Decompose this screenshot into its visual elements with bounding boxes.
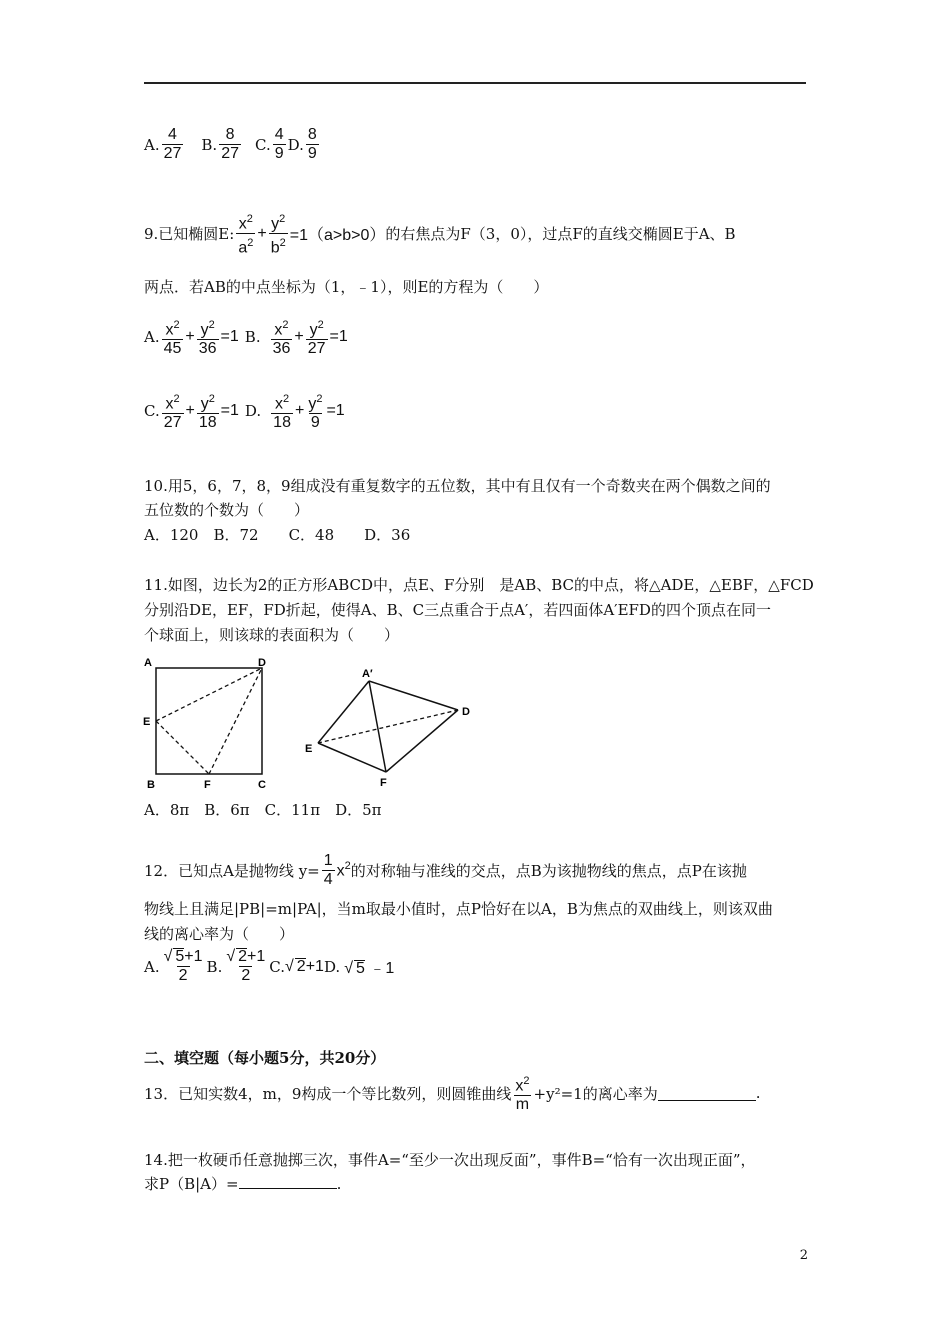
dashed-fd [209,668,262,774]
q8-option-b-fraction: $\frac{8}{27}$ [221,126,239,162]
q8-option-d-fraction: $\frac{8}{9}$ [307,126,317,162]
q10-options: A．120 B．72 C．48 D．36 [144,526,411,544]
square-outline [156,668,262,774]
q12-options: A. $\frac{√ 5+1}{2}$ B. $\frac{√ 2+1}{2}$ C. √ 2+1 D. √ 5 ﹣1 [144,948,395,984]
label-e: E [305,743,313,755]
label-e: E [143,716,151,728]
q12-stem-line2: 物线上且满足|PB|=m|PA|，当m取最小值时，点P恰好在以A，B为焦点的双曲线上，则该双曲 [144,900,773,918]
q13-x-over-m-fraction: $\frac{x^2}{m}$ [515,1075,530,1114]
q8-option-c-fraction: $\frac{4}{9}$ [274,126,284,162]
q9-y-over-b-fraction: $\frac{y^2}{b^2}$ [270,213,286,257]
q9-options-ab: A. $\frac{x^2}{45}$ + $\frac{y^2}{36}$ =1 B. $\frac{x^2}{36}$ + $\frac{y^2}{27}$ =1 [144,316,348,358]
q13-stem: 13．已知实数4，m，9构成一个等比数列，则圆锥曲线 $\frac{x^2}{m}$ +y²=1的离心率为 . [144,1072,760,1114]
page-number: 2 [799,1248,808,1263]
q9-x-over-a-fraction: $\frac{x^2}{a^2}$ [238,213,254,257]
q8-option-a-fraction: $\frac{4}{27}$ [163,126,182,162]
dashed-ed [156,668,262,721]
q9-options-cd: C. $\frac{x^2}{27}$ + $\frac{y^2}{18}$ =1 D. $\frac{x^2}{18}$ + $\frac{y^2}{9}$ =1 [144,390,345,432]
q11-stem-line1: 11.如图，边长为2的正方形ABCD中，点E、F分别 是AB、BC的中点，将△ADE，△EBF，△FCD [144,576,814,594]
q12-option-b-fraction: $\frac{√ 2+1}{2}$ [226,948,266,984]
q9-option-a-x-fraction: $\frac{x^2}{45}$ [163,319,182,358]
section-2-title: 二、填空题（每小题5分，共20分） [144,1049,386,1067]
label-f: F [380,777,387,789]
q14-stem-line2: 求P（B|A）= . [144,1175,342,1193]
q8-option-c-label: C. [255,135,271,154]
q12-stem-line1: 12．已知点A是抛物线 y= $\frac{1}{4}$ $x^2$ 的对称轴与准线的交点，点B为该抛物线的焦点，点P在该抛 [144,852,747,888]
q8-option-b-label: B. [201,135,218,154]
q9-option-d-x-fraction: $\frac{x^2}{18}$ [273,393,291,432]
q10-stem-line1: 10.用5，6，7，8，9组成没有重复数字的五位数，其中有且仅有一个奇数夹在两个偶数之间的 [144,477,771,495]
q11-square-figure [140,652,270,794]
q11-tetrahedron-figure [300,662,480,790]
label-c: C [258,779,266,791]
q12-option-d-expr: √ 5 ﹣1 [344,960,395,977]
q10-stem-line2: 五位数的个数为（ ） [144,501,310,519]
dashed-ef [156,721,209,774]
label-a: A [144,657,152,669]
header-rule [144,82,806,84]
q8-option-a-label: A. [144,135,160,154]
q8-option-d-label: D. [287,135,304,154]
q9-option-c-y-fraction: $\frac{y^2}{18}$ [198,393,217,432]
label-a-prime: A′ [362,668,373,680]
label-f: F [204,779,211,791]
label-b: B [147,779,155,791]
q9-stem-line1: 9.已知椭圆E: $\frac{x^2}{a^2}$ + $\frac{y^2}{b^2}$ =1（a>b>0） 的右焦点为F（3，0），过点F的直线交椭圆E于A、B [144,210,736,258]
q9-option-c-x-fraction: $\frac{x^2}{27}$ [163,393,182,432]
q11-stem-line2: 分别沿DE，EF，FD折起，使得A、B、C三点重合于点A′，若四面体A′EFD的四个顶点在同一 [144,601,771,619]
q12-stem-line3: 线的离心率为（ ） [144,925,295,943]
label-d: D [258,657,266,669]
q14-stem-line1: 14.把一枚硬币任意抛掷三次，事件A=“至少一次出现反面”，事件B=“恰有一次出现正面”， [144,1151,756,1169]
q9-option-b-x-fraction: $\frac{x^2}{36}$ [272,319,291,358]
q9-option-b-y-fraction: $\frac{y^2}{27}$ [307,319,326,358]
label-d: D [462,706,470,718]
q9-option-d-y-fraction: $\frac{y^2}{9}$ [308,393,323,432]
q8-options [144,126,321,163]
q12-option-a-fraction: $\frac{√ 5+1}{2}$ [163,948,203,984]
q13-answer-blank[interactable] [658,1086,756,1101]
q11-stem-line3: 个球面上，则该球的表面积为（ ） [144,626,400,644]
q9-option-a-y-fraction: $\frac{y^2}{36}$ [198,319,217,358]
q12-option-c-expr: √ 2+1 [285,957,324,975]
q14-answer-blank[interactable] [239,1174,337,1189]
q11-options: A．8π B．6π C．11π D．5π [144,801,382,819]
q9-stem-line2: 两点．若AB的中点坐标为（1，﹣1），则E的方程为（ ） [144,278,549,296]
q12-one-quarter-fraction: $\frac{1}{4}$ [323,852,333,888]
